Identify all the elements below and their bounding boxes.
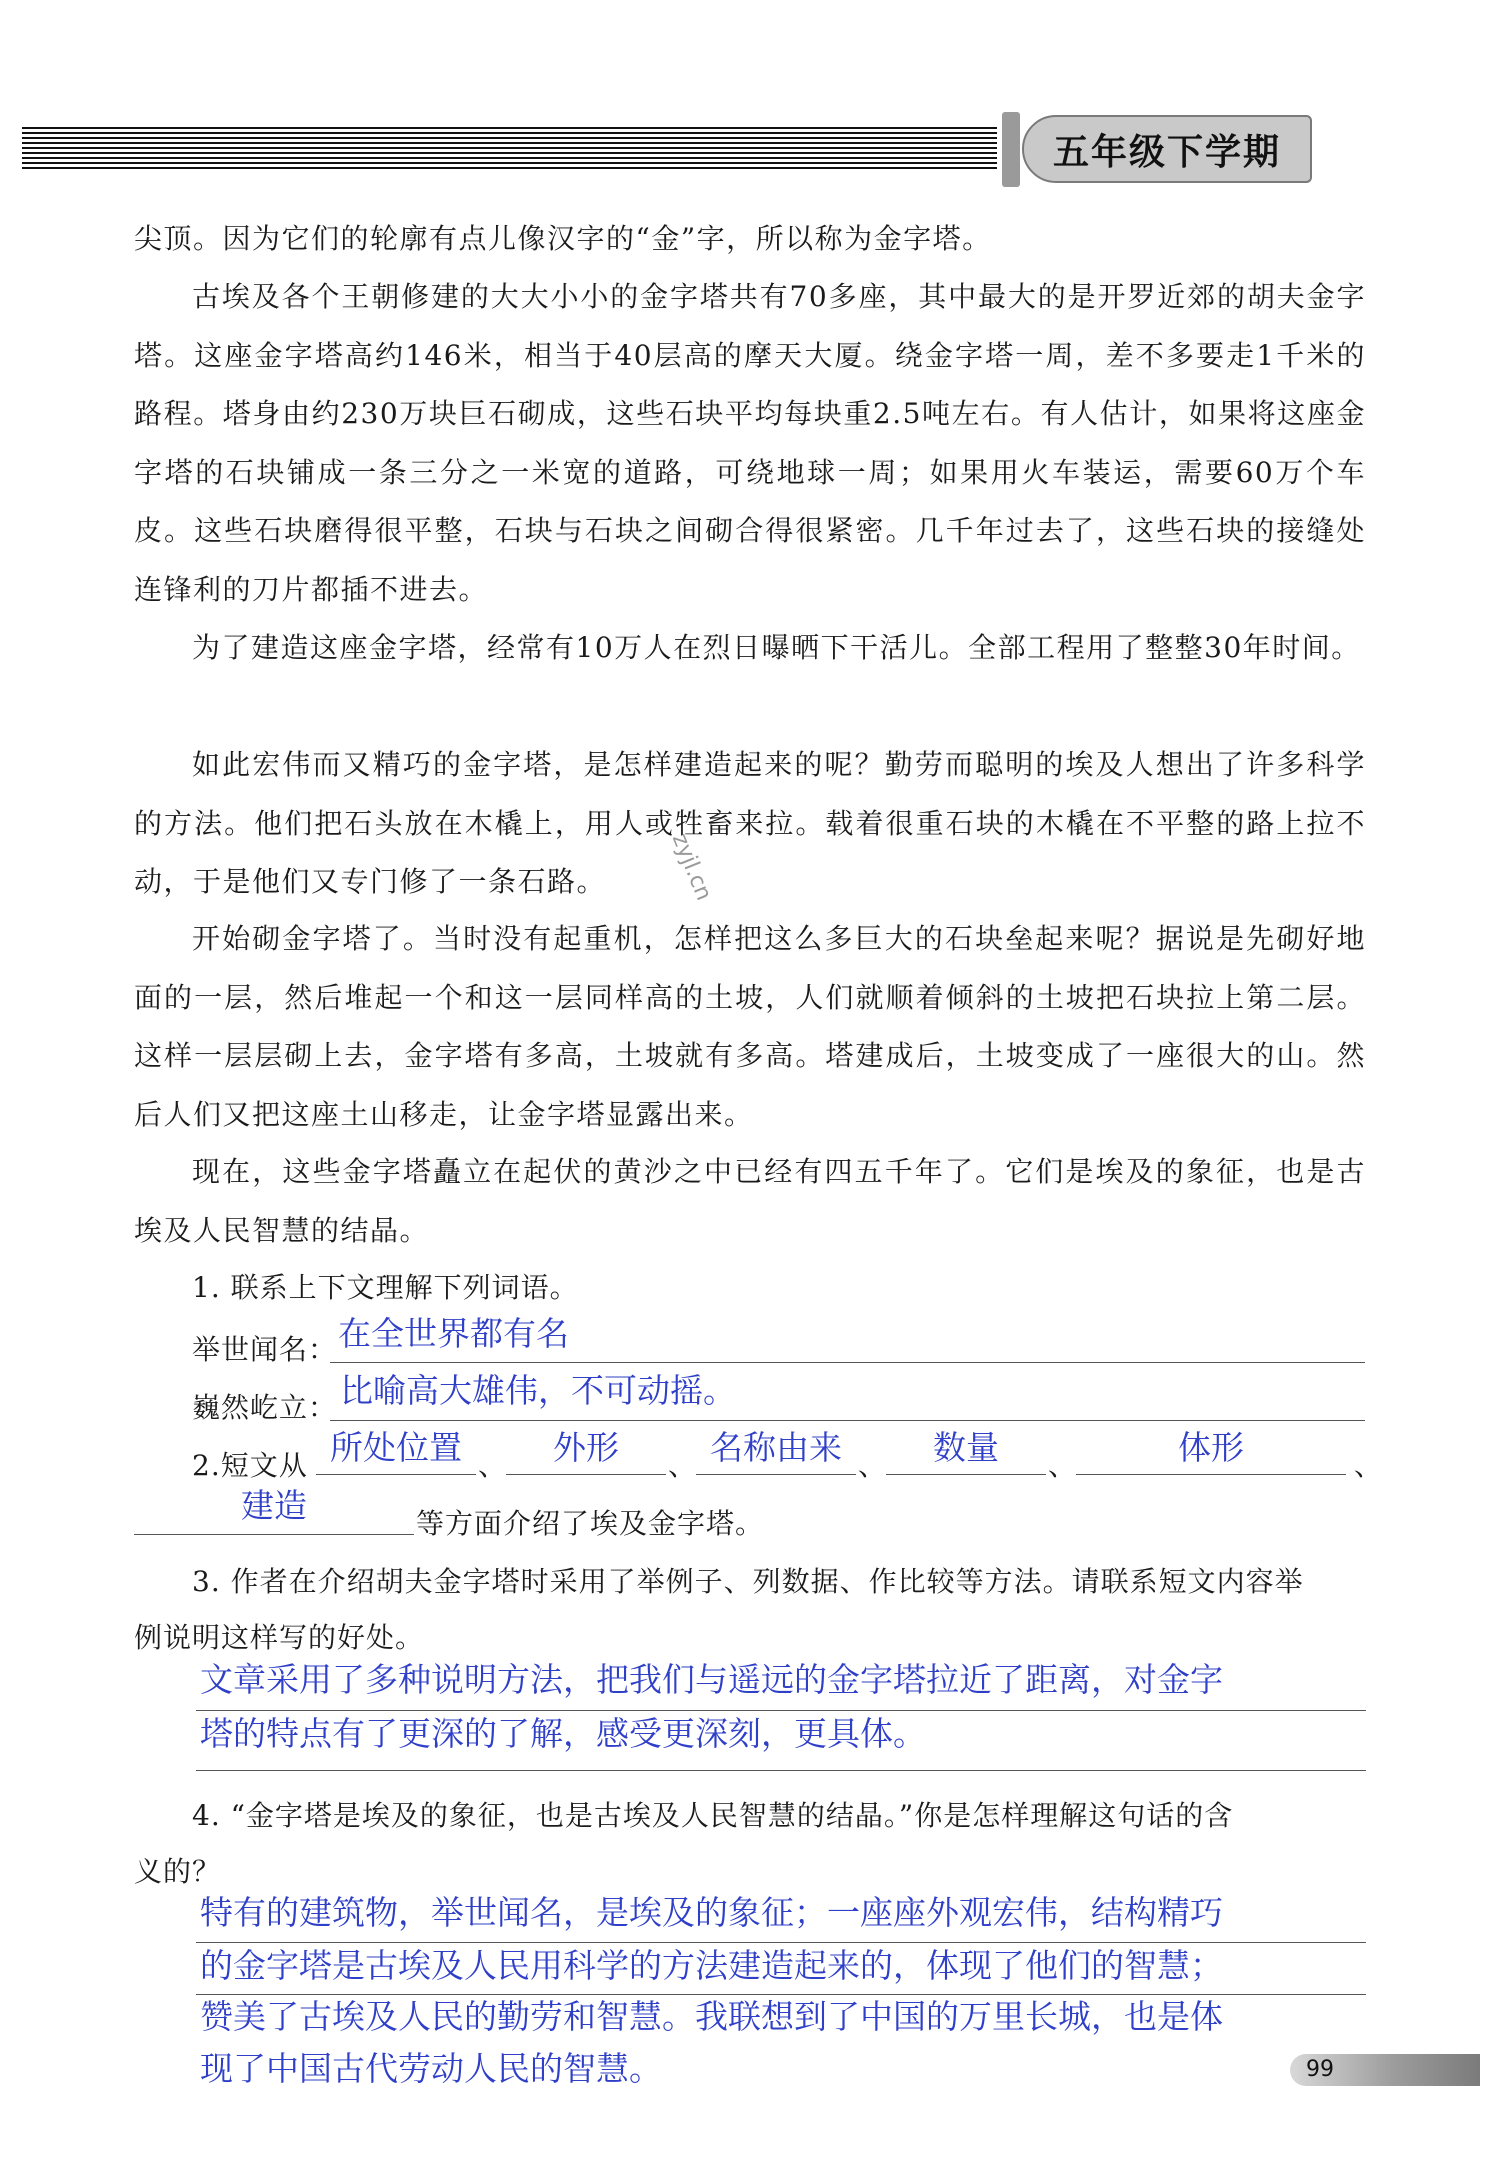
passage-paragraph-5: 现在，这些金字塔矗立在起伏的黄沙之中已经有四五千年了。它们是埃及的象征，也是古埃及人民智慧的结晶。 <box>134 1155 1366 1247</box>
grade-label: 五年级下学期 <box>1052 131 1281 173</box>
question-2-separator: 、 <box>478 1449 508 1482</box>
question-4-answer-line-4[interactable]: 现了中国古代劳动人民的智慧。 <box>200 2049 662 2088</box>
passage-paragraph-4: 开始砌金字塔了。当时没有起重机，怎样把这么多巨大的石块垒起来呢？据说是先砌好地面的一层，然后堆起一个和这一层同样高的土坡，人们就顺着倾斜的土坡把石块拉上第二层。这样一层层砌上去，金字塔有多高，土坡就有多高。塔建成后，土坡变成了一座很大的山。然后人们又把这座土山移走，让金字塔显露出来。 <box>134 922 1366 1131</box>
question-2-blank-4[interactable]: 数量 <box>933 1428 999 1467</box>
question-2-blank-5-line <box>1076 1474 1346 1475</box>
question-1-prompt: 1. 联系上下文理解下列词语。 <box>192 1271 579 1304</box>
passage-paragraph-2: 为了建造这座金字塔，经常有10万人在烈日曝晒下干活儿。全部工程用了整整30年时间。 <box>192 631 1361 664</box>
question-1-answer-1-line <box>330 1362 1365 1363</box>
question-2-separator: 、 <box>1048 1449 1078 1482</box>
question-3-answer-line-1[interactable]: 文章采用了多种说明方法，把我们与遥远的金字塔拉近了距离，对金字 <box>200 1660 1223 1699</box>
question-1-answer-2-line <box>330 1420 1365 1421</box>
question-1-term-1: 举世闻名： <box>192 1333 338 1366</box>
question-2-blank-2-line <box>506 1474 666 1475</box>
question-1-answer-2[interactable]: 比喻高大雄伟，不可动摇。 <box>340 1371 736 1410</box>
question-1-answer-1[interactable]: 在全世界都有名 <box>338 1314 569 1353</box>
question-2-blank-5[interactable]: 体形 <box>1178 1428 1244 1467</box>
question-2-blank-4-line <box>886 1474 1046 1475</box>
question-2-blank-6[interactable]: 建造 <box>241 1486 307 1525</box>
question-2-suffix: 等方面介绍了埃及金字塔。 <box>416 1507 765 1540</box>
question-2-blank-1[interactable]: 所处位置 <box>330 1428 462 1467</box>
header-tab-cap <box>1002 112 1020 187</box>
question-2-blank-6-line <box>134 1534 414 1535</box>
question-2-blank-2[interactable]: 外形 <box>553 1428 619 1467</box>
question-3-answer-rule-2 <box>196 1770 1366 1771</box>
question-4-answer-rule-1 <box>196 1942 1366 1943</box>
question-3-answer-rule-1 <box>196 1710 1366 1711</box>
question-3-answer-line-2[interactable]: 塔的特点有了更深的了解，感受更深刻，更具体。 <box>200 1714 926 1753</box>
grade-label-tab <box>1022 115 1312 183</box>
watermark: zyjl.cn <box>666 830 717 905</box>
question-2-blank-1-line <box>316 1474 476 1475</box>
question-3-prompt-line-2: 例说明这样写的好处。 <box>134 1621 425 1654</box>
question-2-separator: 、 <box>1354 1449 1384 1482</box>
question-4-answer-line-3[interactable]: 赞美了古埃及人民的勤劳和智慧。我联想到了中国的万里长城，也是体 <box>200 1997 1223 2036</box>
passage-paragraph-3: 如此宏伟而又精巧的金字塔，是怎样建造起来的呢？勤劳而聪明的埃及人想出了许多科学的方法。他们把石头放在木橇上，用人或牲畜来拉。载着很重石块的木橇在不平整的路上拉不动，于是他们又专门修了一条石路。 <box>134 748 1366 898</box>
question-2-separator: 、 <box>668 1449 698 1482</box>
question-4-answer-line-1[interactable]: 特有的建筑物，举世闻名，是埃及的象征；一座座外观宏伟，结构精巧 <box>200 1893 1223 1932</box>
question-2-blank-3-line <box>696 1474 856 1475</box>
question-4-answer-line-2[interactable]: 的金字塔是古埃及人民用科学的方法建造起来的，体现了他们的智慧； <box>200 1946 1223 1985</box>
question-4-prompt-line-1: 4. “金字塔是埃及的象征，也是古埃及人民智慧的结晶。”你是怎样理解这句话的含 <box>192 1799 1234 1832</box>
question-4-prompt-line-2: 义的？ <box>134 1855 222 1888</box>
passage-paragraph-0: 尖顶。因为它们的轮廓有点儿像汉字的“金”字，所以称为金字塔。 <box>134 222 992 255</box>
question-1-term-2: 巍然屹立： <box>192 1391 338 1424</box>
header-rule-lines <box>22 127 997 169</box>
question-2-separator: 、 <box>858 1449 888 1482</box>
question-3-prompt-line-1: 3. 作者在介绍胡夫金字塔时采用了举例子、列数据、作比较等方法。请联系短文内容举 <box>192 1565 1304 1598</box>
question-2-blank-3[interactable]: 名称由来 <box>710 1428 842 1467</box>
question-4-answer-rule-2 <box>196 1994 1366 1995</box>
question-2-prefix: 2.短文从 <box>192 1449 308 1482</box>
passage-paragraph-1: 古埃及各个王朝修建的大大小小的金字塔共有70多座，其中最大的是开罗近郊的胡夫金字塔。这座金字塔高约146米，相当于40层高的摩天大厦。绕金字塔一周，差不多要走1千米的路程。塔身由约230万块巨石砌成，这些石块平均每块重2.5吨左右。有人估计，如果将这座金字塔的石块铺成一条三分之一米宽的道路，可绕地球一周；如果用火车装运，需要60万个车皮。这些石块磨得很平整，石块与石块之间砌合得很紧密。几千年过去了，这些石块的接缝处连锋利的刀片都插不进去。 <box>134 280 1366 606</box>
page-number: 99 <box>1306 2057 1334 2082</box>
